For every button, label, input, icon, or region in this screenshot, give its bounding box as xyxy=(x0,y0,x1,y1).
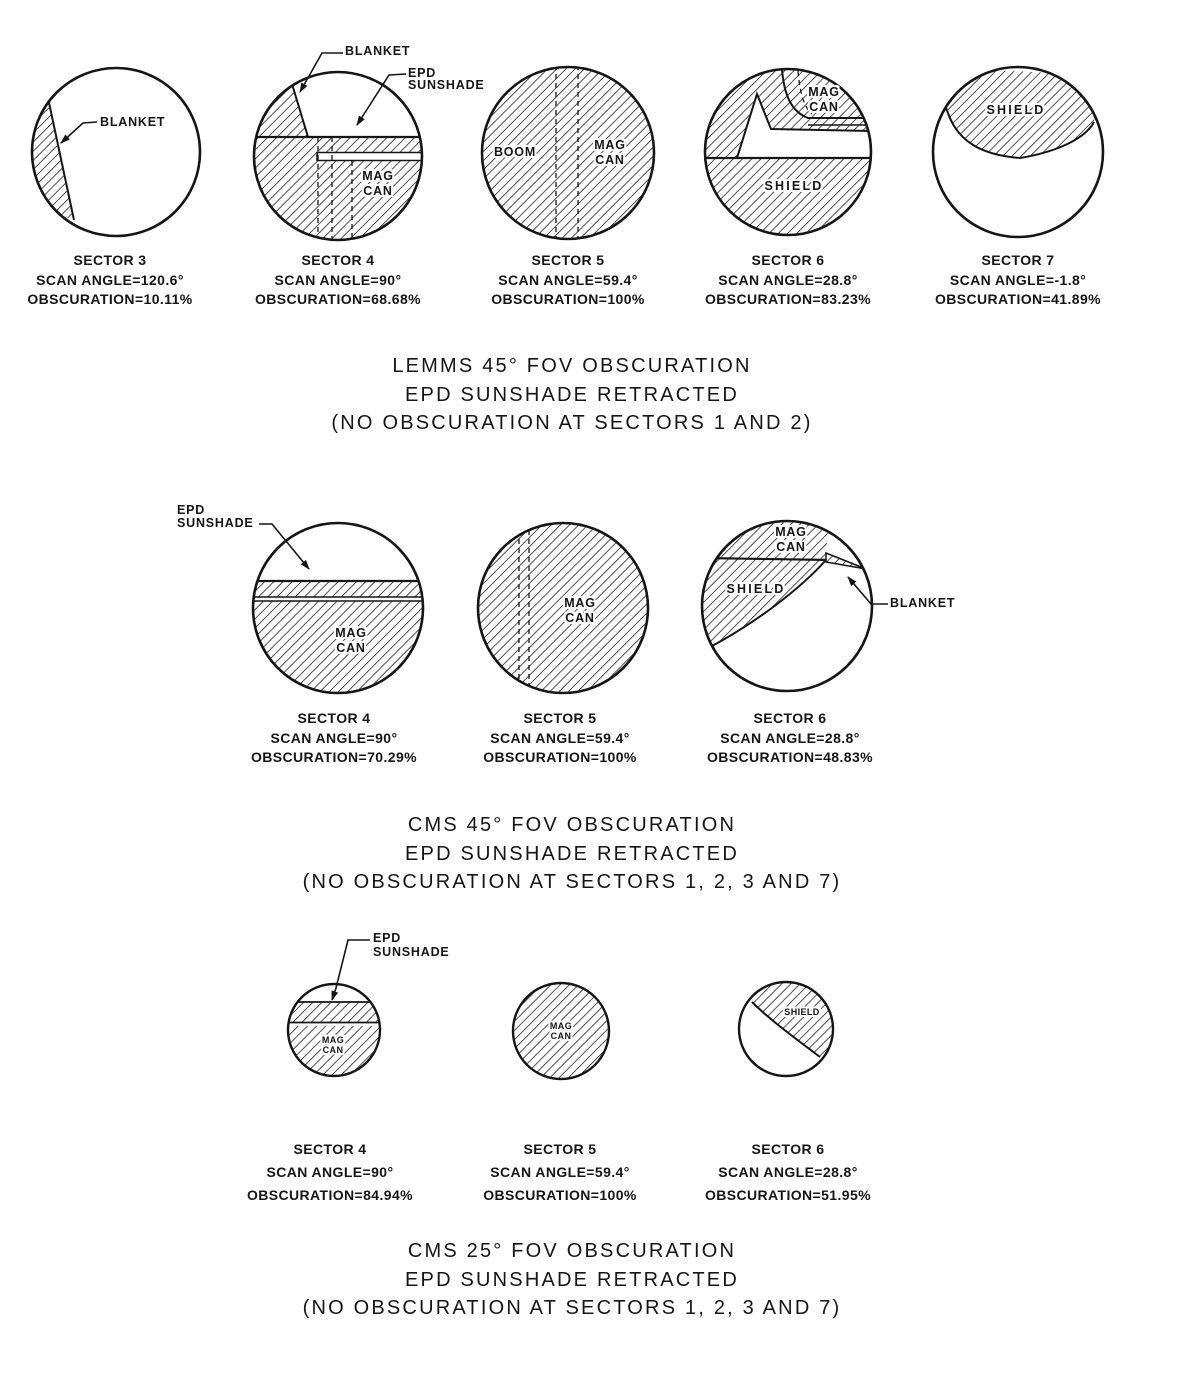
can-label: CAN xyxy=(565,611,595,625)
obscuration: OBSCURATION=100% xyxy=(483,1187,637,1203)
sector7-lemms-caption xyxy=(888,251,1148,310)
blanket-leader-line xyxy=(61,122,97,143)
boom-label: BOOM xyxy=(493,145,537,159)
mag-label: MAG xyxy=(564,596,596,610)
sector-name: SECTOR 3 xyxy=(73,252,147,268)
sector6-cms25-diagram xyxy=(739,981,842,1076)
scan-angle: SCAN ANGLE=59.4° xyxy=(498,271,638,288)
sunshade-label: SUNSHADE xyxy=(408,78,485,92)
title-line-2: EPD SUNSHADE RETRACTED xyxy=(405,1268,739,1291)
obscuration: OBSCURATION=83.23% xyxy=(704,291,872,307)
sector4-cms25-caption xyxy=(200,1138,460,1207)
blanket-label: BLANKET xyxy=(100,115,166,129)
scan-angle: SCAN ANGLE=-1.8° xyxy=(949,271,1087,288)
sector3-lemms-caption xyxy=(0,251,240,310)
title-line-3: (NO OBSCURATION AT SECTORS 1, 2, 3 AND 7) xyxy=(302,871,842,893)
scan-angle: SCAN ANGLE=59.4° xyxy=(490,729,630,746)
title-line-2: EPD SUNSHADE RETRACTED xyxy=(405,842,739,865)
can-label: CAN xyxy=(322,1045,344,1055)
sector3-lemms-diagram xyxy=(6,68,200,236)
can-label: CAN xyxy=(809,100,839,114)
can-label: CAN xyxy=(776,540,806,554)
scan-angle: SCAN ANGLE=28.8° xyxy=(718,271,858,288)
cms25-title xyxy=(182,1237,962,1323)
obscuration: OBSCURATION=100% xyxy=(483,749,637,765)
sector6-lemms-caption xyxy=(658,251,918,310)
title-line-3: (NO OBSCURATION AT SECTORS 1, 2, 3 AND 7) xyxy=(302,1297,842,1319)
can-label: CAN xyxy=(550,1031,572,1041)
sector-name: SECTOR 6 xyxy=(753,710,827,726)
sunshade-label: SUNSHADE xyxy=(177,516,254,530)
epd-label: EPD xyxy=(373,931,402,945)
scan-angle: SCAN ANGLE=90° xyxy=(274,271,402,288)
obscuration: OBSCURATION=51.95% xyxy=(704,1187,872,1203)
sunshade-label: SUNSHADE xyxy=(373,945,450,959)
blanket-label: BLANKET xyxy=(345,44,411,58)
sector-name: SECTOR 5 xyxy=(531,252,605,268)
epd-sunshade-band xyxy=(286,1002,384,1022)
sector-name: SECTOR 6 xyxy=(751,1141,825,1157)
obscuration: OBSCURATION=70.29% xyxy=(250,749,418,765)
sector7-lemms-diagram xyxy=(933,67,1103,237)
obscuration: OBSCURATION=84.94% xyxy=(246,1187,414,1203)
obscuration: OBSCURATION=68.68% xyxy=(254,291,422,307)
can-label: CAN xyxy=(363,184,393,198)
epd-label: EPD xyxy=(177,503,206,517)
epd-label: EPD xyxy=(408,66,437,80)
title-line-1: LEMMS 45° FOV OBSCURATION xyxy=(392,355,752,377)
cms45-title xyxy=(182,811,962,897)
sector4-cms25-diagram xyxy=(286,940,384,1078)
shield-label: SHIELD xyxy=(986,103,1046,117)
sector-name: SECTOR 7 xyxy=(981,252,1055,268)
blanket-wedge-region xyxy=(246,84,308,137)
sector6-lemms-diagram xyxy=(703,67,875,239)
sector-name: SECTOR 5 xyxy=(523,710,597,726)
lemms45-title xyxy=(182,352,962,438)
sector4-cms45-diagram xyxy=(250,523,430,696)
blanket-label: BLANKET xyxy=(890,596,956,610)
mag-label: MAG xyxy=(594,138,626,152)
sector4-lemms-diagram xyxy=(246,53,433,249)
mag-label: MAG xyxy=(549,1021,573,1031)
title-line-2: EPD SUNSHADE RETRACTED xyxy=(405,383,739,406)
sector-name: SECTOR 4 xyxy=(297,710,371,726)
shield-label: SHIELD xyxy=(784,1007,820,1017)
shield-label: SHIELD xyxy=(764,179,824,193)
mag-label: MAG xyxy=(321,1035,345,1045)
mag-label: MAG xyxy=(335,626,367,640)
title-line-1: CMS 25° FOV OBSCURATION xyxy=(407,1240,737,1262)
title-line-1: CMS 45° FOV OBSCURATION xyxy=(407,814,737,836)
shield-label: SHIELD xyxy=(726,582,786,596)
shield-region xyxy=(752,981,842,1057)
title-line-3: (NO OBSCURATION AT SECTORS 1 AND 2) xyxy=(331,412,813,434)
mag-can-region xyxy=(696,498,830,559)
sector4-cms45-caption xyxy=(204,709,464,768)
obscuration: OBSCURATION=100% xyxy=(491,291,645,307)
sector6-cms45-caption xyxy=(660,709,920,768)
sector-name: SECTOR 6 xyxy=(751,252,825,268)
can-label: CAN xyxy=(595,153,625,167)
sector-name: SECTOR 5 xyxy=(523,1141,597,1157)
can-label: CAN xyxy=(336,641,366,655)
scan-angle: SCAN ANGLE=28.8° xyxy=(718,1164,858,1180)
sector-name: SECTOR 4 xyxy=(293,1141,367,1157)
obscuration: OBSCURATION=41.89% xyxy=(934,291,1102,307)
obscuration: OBSCURATION=48.83% xyxy=(706,749,874,765)
sector5-cms25-caption xyxy=(430,1138,690,1207)
scan-angle: SCAN ANGLE=90° xyxy=(270,729,398,746)
scan-angle: SCAN ANGLE=59.4° xyxy=(490,1164,630,1180)
scan-angle: SCAN ANGLE=28.8° xyxy=(720,729,860,746)
obscuration: OBSCURATION=10.11% xyxy=(27,291,193,307)
sector-name: SECTOR 4 xyxy=(301,252,375,268)
scan-angle: SCAN ANGLE=90° xyxy=(266,1164,394,1180)
mag-label: MAG xyxy=(775,525,807,539)
epd-sunshade-band xyxy=(250,581,430,597)
shield-region xyxy=(678,559,826,646)
mag-label: MAG xyxy=(808,85,840,99)
sector4-lemms-caption xyxy=(208,251,468,310)
scan-angle: SCAN ANGLE=120.6° xyxy=(36,271,184,288)
sector6-cms25-caption xyxy=(658,1138,918,1207)
mag-label: MAG xyxy=(362,169,394,183)
sector5-cms45-caption xyxy=(430,709,690,768)
epd-sunshade-leader-line xyxy=(332,940,370,1000)
